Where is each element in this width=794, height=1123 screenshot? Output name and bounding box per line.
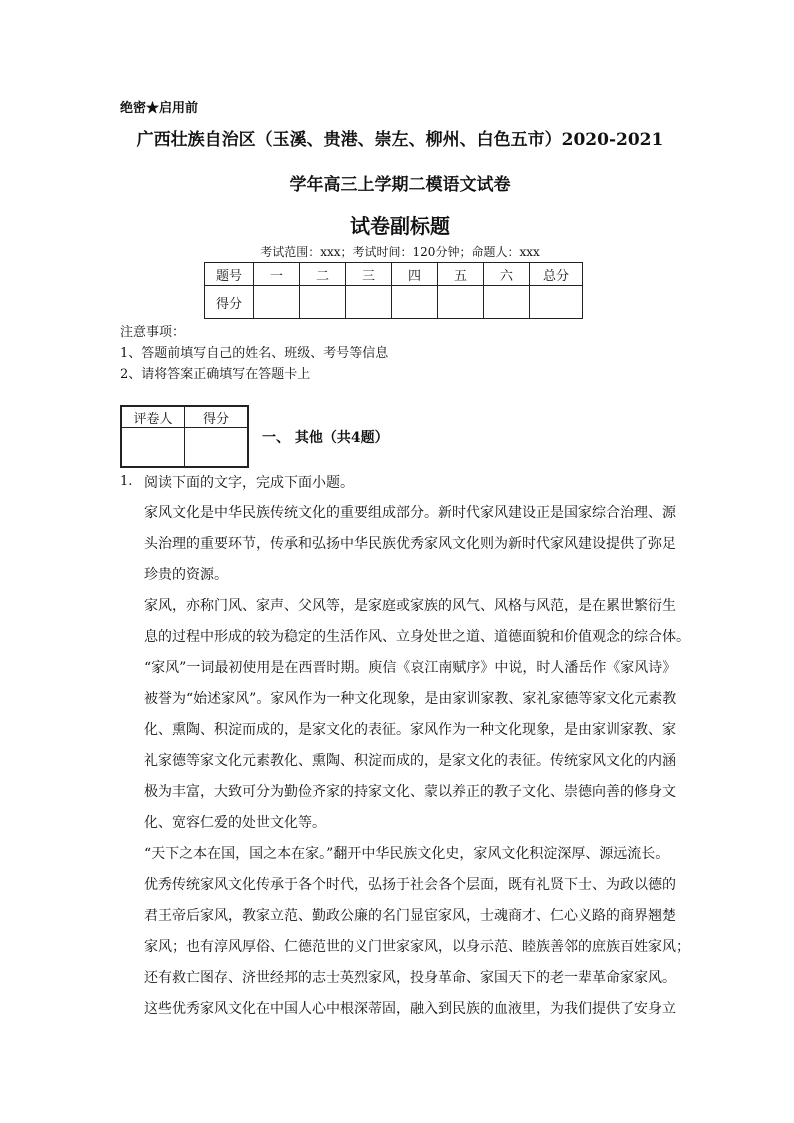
passage-line: 优秀传统家风文化传承于各个时代，弘扬于社会各个层面，既有礼贤下士、为政以德的 (144, 877, 676, 893)
question-instruction: 阅读下面的文字，完成下面小题。 (144, 475, 354, 491)
confidential-mark: 绝密★启用前 (120, 101, 199, 116)
passage-line: 极为丰富，大致可分为勤俭齐家的持家文化、蒙以养正的教子文化、崇德向善的修身文 (144, 784, 676, 800)
passage-line: “家风”一词最初使用是在西晋时期。庾信《哀江南赋序》中说，时人潘岳作《家风诗》 (144, 660, 677, 676)
passage-line: “天下之本在国，国之本在家。”翻开中华民族文化史，家风文化积淀深厚、源远流长。 (144, 846, 670, 862)
grader-header-cell: 得分 (185, 406, 249, 428)
passage-line: 息的过程中形成的较为稳定的生活作风、立身处世之道、道德面貌和价值观念的综合体。 (144, 629, 690, 645)
score-cell (300, 286, 346, 319)
notes-item: 1、答题前填写自己的姓名、班级、考号等信息 (120, 346, 389, 361)
score-cell (392, 286, 438, 319)
score-header-cell: 六 (484, 263, 530, 286)
exam-info: 考试范围：xxx；考试时间：120分钟；命题人：xxx (260, 245, 540, 259)
grader-table (120, 405, 249, 468)
score-cell (484, 286, 530, 319)
grader-value-row (121, 428, 248, 468)
passage-line: 还有救亡图存、济世经邦的志士英烈家风，投身革命、家国天下的老一辈革命家家风。 (144, 970, 676, 986)
passage-line: 家风，亦称门风、家声、父风等，是家庭或家族的风气、风格与风范，是在累世繁衍生 (144, 598, 676, 614)
passage-line: 被誉为“始述家风”。家风作为一种文化现象，是由家训家教、家礼家德等家文化元素教 (144, 691, 677, 707)
score-cell (346, 286, 392, 319)
passage-line: 君王帝后家风，教家立范、勤政公廉的名门显宦家风，士魂商才、仁心义路的商界翘楚 (144, 908, 676, 924)
score-header-cell: 五 (438, 263, 484, 286)
section-heading: 一、 其他（共4题） (262, 430, 389, 446)
exam-title-line1: 广西壮族自治区（玉溪、贵港、崇左、柳州、白色五市）2020-2021 (136, 130, 664, 150)
reading-passage (144, 498, 690, 1025)
notes-title: 注意事项： (120, 325, 186, 340)
passage-line: 珍贵的资源。 (144, 567, 228, 583)
passage-line: 化、熏陶、积淀而成的，是家文化的表征。家风作为一种文化现象，是由家训家教、家 (144, 722, 676, 738)
exam-subtitle: 试卷副标题 (350, 214, 450, 238)
score-cell (438, 286, 484, 319)
grader-header-row (121, 406, 248, 428)
passage-line: 家风；也有淳风厚俗、仁德范世的义门世家家风，以身示范、睦族善邻的庶族百姓家风； (144, 939, 690, 955)
score-header-cell: 题号 (205, 263, 254, 286)
score-table-value-row (205, 286, 583, 319)
passage-line: 化、宽容仁爱的处世文化等。 (144, 815, 326, 831)
score-cell (530, 286, 583, 319)
score-header-cell: 二 (300, 263, 346, 286)
grader-header-cell: 评卷人 (121, 406, 185, 428)
grader-cell (185, 428, 249, 468)
passage-line: 家风文化是中华民族传统文化的重要组成部分。新时代家风建设正是国家综合治理、源 (144, 505, 676, 521)
grader-cell (121, 428, 185, 468)
score-header-cell: 三 (346, 263, 392, 286)
score-header-cell: 总分 (530, 263, 583, 286)
score-header-cell: 一 (254, 263, 300, 286)
question-number: 1. (120, 474, 133, 489)
passage-line: 这些优秀家风文化在中国人心中根深蒂固，融入到民族的血液里，为我们提供了安身立 (144, 1001, 676, 1017)
score-cell (254, 286, 300, 319)
passage-line: 头治理的重要环节，传承和弘扬中华民族优秀家风文化则为新时代家风建设提供了弥足 (144, 536, 676, 552)
passage-line: 礼家德等家文化元素教化、熏陶、积淀而成的，是家文化的表征。传统家风文化的内涵 (144, 753, 676, 769)
score-table-header-row (205, 263, 583, 286)
score-row-label: 得分 (205, 286, 254, 319)
score-table (204, 262, 583, 319)
notes-block (120, 322, 388, 385)
exam-title-line2: 学年高三上学期二模语文试卷 (289, 175, 511, 195)
notes-item: 2、请将答案正确填写在答题卡上 (120, 367, 311, 382)
score-header-cell: 四 (392, 263, 438, 286)
